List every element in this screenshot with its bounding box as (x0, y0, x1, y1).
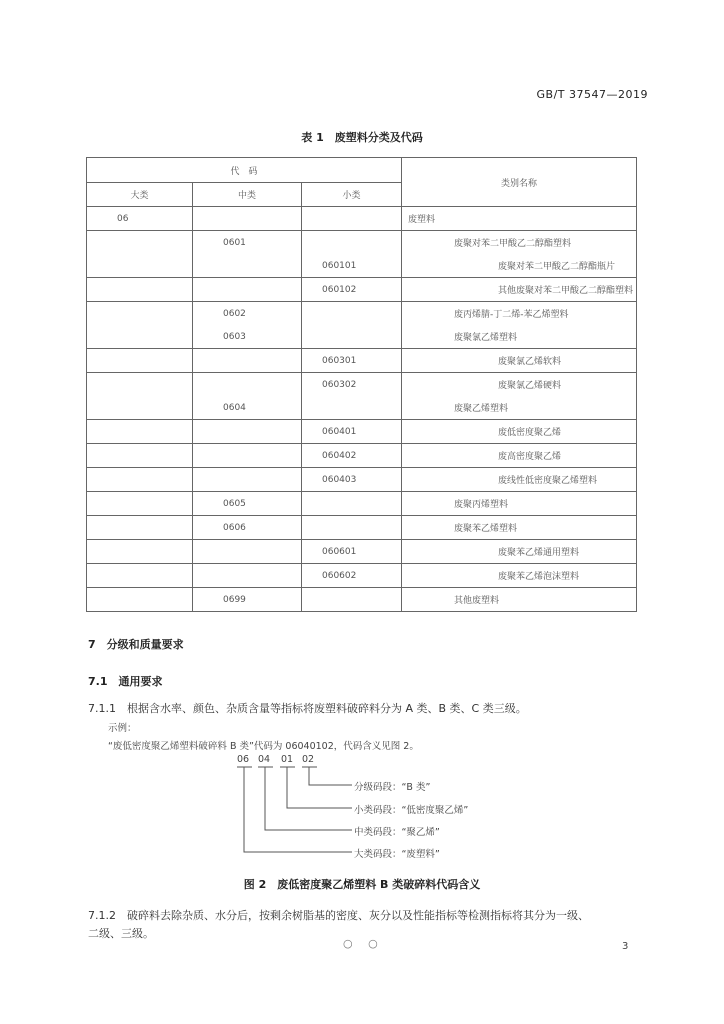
label-middle-segment: 中类码段：“聚乙烯” (354, 827, 440, 838)
label-minor-segment: 小类码段：“低密度聚乙烯” (354, 805, 469, 816)
minor-class-code: 060302 (302, 373, 402, 397)
category-name: 废聚乙烯塑料 (402, 396, 637, 420)
code-segment-minor: 01 (281, 754, 294, 765)
category-name-header: 类别名称 (402, 158, 637, 207)
section-7-heading: 7 分级和质量要求 (88, 638, 184, 651)
middle-class-code: 0606 (193, 516, 302, 540)
connector-minor (287, 767, 352, 808)
major-class-header: 大类 (87, 183, 193, 207)
middle-class-code: 0601 (193, 231, 302, 255)
standard-code: GB/T 37547—2019 (536, 88, 648, 101)
label-major-segment: 大类码段：“废塑料” (354, 849, 440, 860)
minor-class-code: 060601 (302, 540, 402, 564)
middle-class-code: 0699 (193, 588, 302, 612)
category-name: 废聚对苯二甲酸乙二醇酯塑料 (402, 231, 637, 255)
section-7-1-heading: 7.1 通用要求 (88, 675, 163, 688)
table-title: 表 1 废塑料分类及代码 (301, 131, 423, 144)
connector-major (244, 767, 352, 852)
category-name: 废聚氯乙烯硬料 (402, 373, 637, 397)
minor-class-code: 060602 (302, 564, 402, 588)
middle-class-code: 0603 (193, 325, 302, 349)
code-group-header: 代 码 (87, 158, 402, 183)
figure-title: 图 2 废低密度聚乙烯塑料 B 类破碎料代码含义 (243, 878, 481, 891)
category-name: 废线性低密度聚乙烯塑料 (402, 468, 637, 492)
minor-class-code: 060401 (302, 420, 402, 444)
major-class-code: 06 (87, 207, 193, 231)
category-name: 废聚对苯二甲酸乙二醇酯瓶片 (402, 254, 637, 278)
middle-class-code: 0604 (193, 396, 302, 420)
category-name: 废聚苯乙烯塑料 (402, 516, 637, 540)
label-grade-segment: 分级码段：“B 类” (354, 782, 431, 793)
code-segment-middle: 04 (258, 754, 271, 765)
code-segment-major: 06 (237, 754, 250, 765)
page-number: 3 (622, 941, 629, 952)
paragraph-7-1-2-line1: 7.1.2 破碎料去除杂质、水分后，按剩余树脂基的密度、灰分以及性能指标等检测指标将其分为一级、 (88, 909, 589, 922)
connector-grade (309, 767, 352, 785)
category-name: 其他废塑料 (402, 588, 637, 612)
paragraph-7-1-1: 7.1.1 根据含水率、颜色、杂质含量等指标将废塑料破碎料分为 A 类、B 类、C 类三级。 (88, 702, 527, 715)
minor-class-code: 060301 (302, 349, 402, 373)
paragraph-7-1-2-line2: 二级、三级。 (88, 927, 154, 940)
example-label: 示例： (108, 723, 137, 734)
minor-class-code: 060101 (302, 254, 402, 278)
example-text: “废低密度聚乙烯塑料破碎料 B 类”代码为 06040102，代码含义见图 2。 (108, 741, 419, 752)
category-name: 废聚苯乙烯通用塑料 (402, 540, 637, 564)
category-name: 废高密度聚乙烯 (402, 444, 637, 468)
category-name: 废聚氯乙烯软料 (402, 349, 637, 373)
category-name: 废丙烯腈-丁二烯-苯乙烯塑料 (402, 302, 637, 326)
category-name: 废塑料 (402, 207, 637, 231)
middle-class-header: 中类 (193, 183, 302, 207)
minor-class-code: 060403 (302, 468, 402, 492)
category-name: 废聚氯乙烯塑料 (402, 325, 637, 349)
minor-class-code: 060102 (302, 278, 402, 302)
page-marker-circles: ○ ○ (343, 937, 384, 950)
category-name: 废聚苯乙烯泡沫塑料 (402, 564, 637, 588)
category-name: 其他废聚对苯二甲酸乙二醇酯塑料 (402, 278, 637, 302)
middle-class-code: 0605 (193, 492, 302, 516)
category-name: 废低密度聚乙烯 (402, 420, 637, 444)
category-name: 废聚丙烯塑料 (402, 492, 637, 516)
minor-class-header: 小类 (302, 183, 402, 207)
code-segment-grade: 02 (302, 754, 315, 765)
minor-class-code: 060402 (302, 444, 402, 468)
middle-class-code: 0602 (193, 302, 302, 326)
